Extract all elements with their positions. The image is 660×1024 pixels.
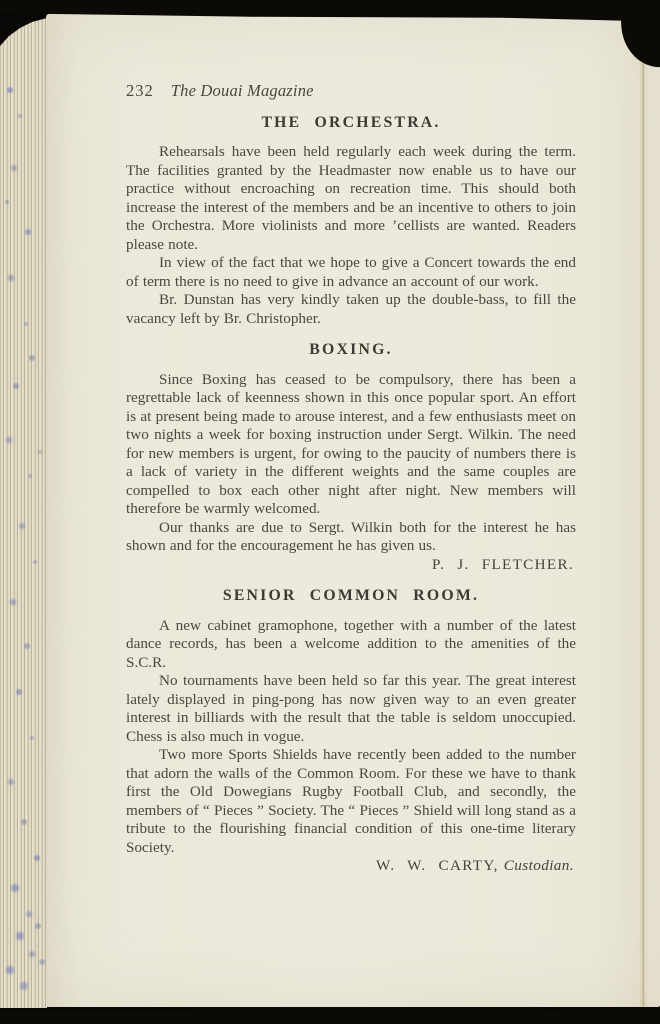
spine-crease (639, 14, 648, 1007)
magazine-title: The Douai Magazine (170, 81, 314, 100)
paragraph: Br. Dunstan has very kindly taken up the double-bass, to fill the vacancy left by Br. Christopher. (126, 291, 576, 327)
signature (126, 857, 576, 876)
page-edge-stack (0, 18, 47, 1008)
signature-name: W. W. CARTY, (375, 857, 499, 874)
page-content (126, 82, 576, 876)
section-heading: THE ORCHESTRA. (261, 113, 441, 131)
paragraph: A new cabinet gramophone, together with a number of the latest dance records, has been a welcome addition to the amenities of the S.C.R. (126, 616, 576, 671)
section-orchestra (126, 114, 576, 329)
section-heading: BOXING. (309, 341, 393, 358)
section-boxing (126, 341, 576, 574)
signature-role: Custodian. (503, 857, 574, 874)
paragraph: In view of the fact that we hope to give a Concert towards the end of term there is no need to give in advance an account of our work. (126, 254, 576, 290)
section-senior-common-room (126, 587, 576, 876)
book-page (46, 14, 660, 1007)
scan-border-bottom (0, 1004, 660, 1024)
section-heading: SENIOR COMMON ROOM. (222, 587, 480, 604)
paragraph: No tournaments have been held so far this year. The great interest lately displayed in ping-pong has now given way to an even greater interest in billiards with the result that the table is seldom unoccupied. Chess is also much in vogue. (126, 672, 576, 745)
running-header (126, 82, 576, 101)
marbled-edge-speckles (0, 18, 4, 22)
paragraph: Since Boxing has ceased to be compulsory, there has been a regrettable lack of keenness shown in this once popular sport. An effort is at present being made to arouse interest, and a few enthusiasts meet on two nights a week for boxing instruction under Sergt. Wilkin. The need for new members is urgent, for owing to the paucity of numbers there is a lack of variety in the different weights and the same couples are compelled to box each other night after night. New members will therefore be warmly welcomed. (126, 370, 576, 517)
page-number: 232 (126, 81, 154, 100)
paragraph: Our thanks are due to Sergt. Wilkin both for the interest he has shown and for the encouragement he has given us. (126, 518, 576, 554)
paragraph: Rehearsals have been held regularly each week during the term. The facilities granted by the Headmaster now enable us to have our practice without encroaching on recreation time. This should both increase the interest of the members and be an incentive to others to join the Orchestra. More violinists and more ’cellists are wanted. Readers please note. (126, 143, 576, 253)
paragraph: Two more Sports Shields have recently been added to the number that adorn the walls of the Common Room. For these we have to thank first the Old Dowegians Rugby Football Club, and secondly, the members of “ Pieces ” Society. The “ Pieces ” Shield will long stand as a tribute to the flourishing financial condition of this one-time literary Society. (126, 746, 576, 856)
signature-name: P. J. FLETCHER. (432, 555, 574, 573)
signature (126, 556, 576, 575)
